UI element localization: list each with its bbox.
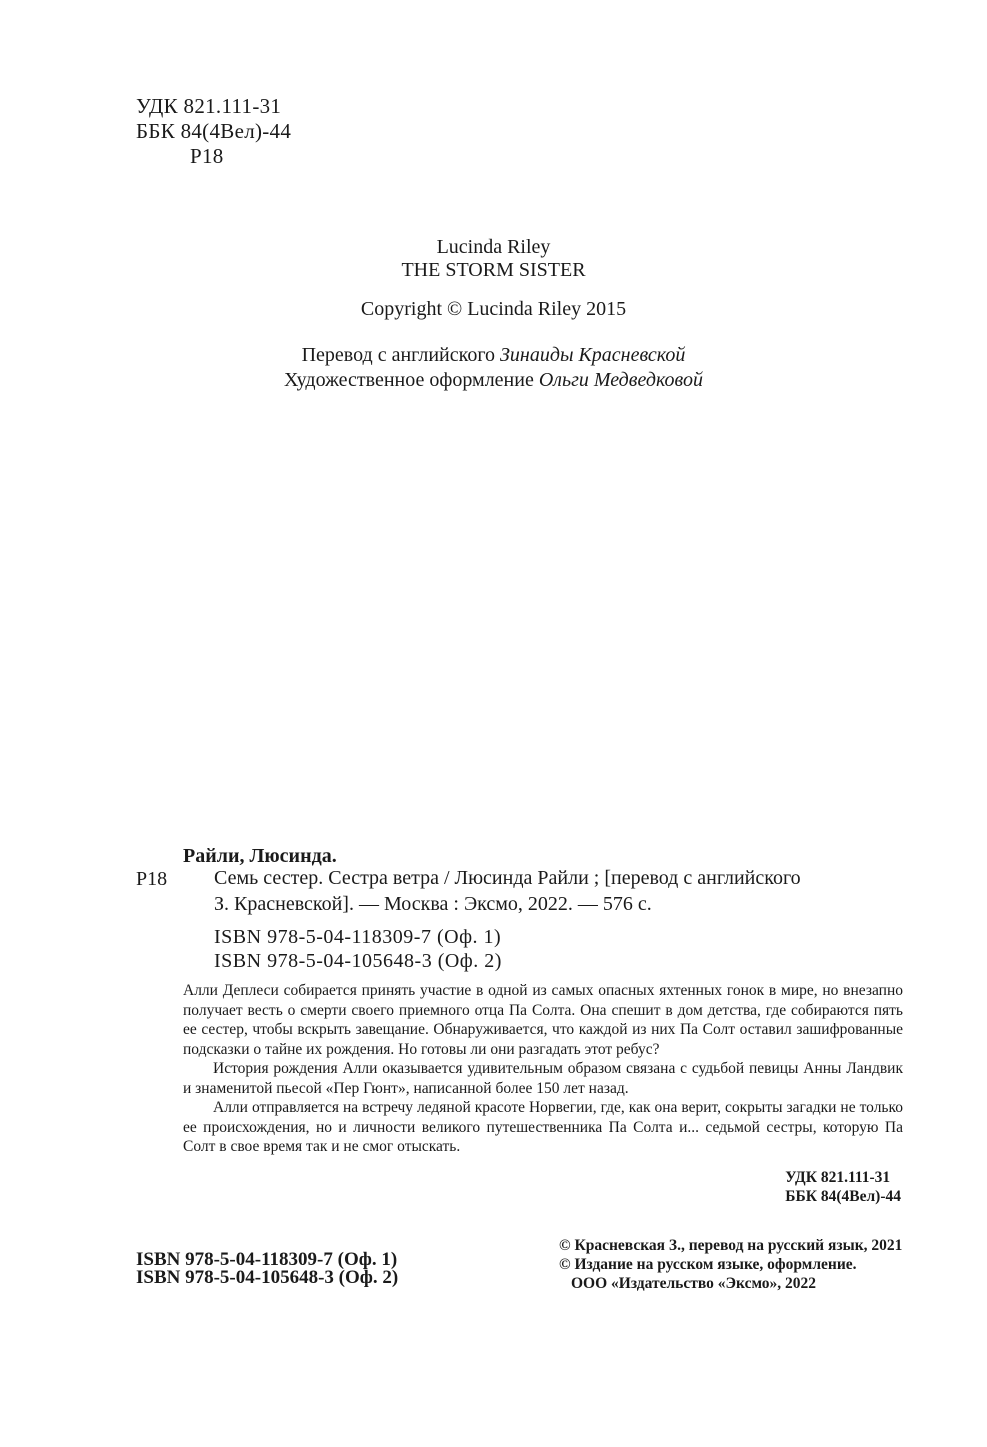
bbk-code-small: ББК 84(4Вел)-44 [785, 1188, 901, 1205]
catalog-description-line1: Семь сестер. Сестра ветра / Люсинда Райли ; [перевод с английского [214, 867, 801, 889]
original-author: Lucinda Riley [436, 236, 551, 258]
original-credits [0, 236, 987, 282]
original-title: THE STORM SISTER [401, 259, 586, 281]
classification-codes-small [785, 1168, 901, 1206]
rights-publisher: ООО «Издательство «Эксмо», 2022 [571, 1275, 817, 1292]
copyright-notice: Copyright © Lucinda Riley 2015 [360, 298, 627, 320]
catalog-isbn-2: ISBN 978-5-04-105648-3 (Оф. 2) [214, 950, 502, 972]
translator-name: Зинаиды Красневской [500, 344, 686, 366]
isbn-1: ISBN 978-5-04-118309-7 (Оф. 1) [136, 1249, 398, 1270]
udk-code: УДК 821.111-31 [136, 94, 282, 118]
rights-notice [559, 1236, 902, 1293]
classification-codes [136, 94, 291, 169]
catalog-code: Р18 [136, 868, 168, 890]
designer-name: Ольги Медведковой [538, 369, 703, 391]
translation-prefix: Перевод с английского [301, 344, 501, 366]
design-line [0, 368, 987, 393]
catalog-isbn-list [214, 925, 502, 973]
catalog-description-line2: З. Красневской]. — Москва : Эксмо, 2022. — 576 с. [214, 893, 652, 915]
book-annotation [183, 981, 903, 1157]
udk-code-small: УДК 821.111-31 [785, 1169, 891, 1186]
translation-credits [0, 343, 987, 393]
design-prefix: Художественное оформление [284, 369, 539, 391]
catalog-isbn-1: ISBN 978-5-04-118309-7 (Оф. 1) [214, 926, 502, 948]
author-mark: Р18 [190, 144, 224, 168]
annotation-paragraph-2: История рождения Алли оказывается удивительным образом связана с судьбой певицы Анны Ландвик и знаменитой пьесой «Пер Гюнт», написанной более 150 лет назад. [183, 1060, 903, 1097]
annotation-paragraph-1: Алли Деплеси собирается принять участие в одной из самых опасных яхтенных гонок в мире, но внезапно получает весть о смерти своего приемного отца Па Солта. Она спешит в дом детства, где собираются пять ее сестер, чтобы вскрыть завещание. Обнаруживается, что каждой из них Па Солт оставил зашифрованные подсказки о тайне их рождения. Но готовы ли они разгадать этот ребус? [183, 982, 903, 1058]
catalog-author-heading: Райли, Люсинда. [183, 845, 337, 867]
isbn-block [136, 1251, 398, 1287]
annotation-paragraph-3: Алли отправляется на встречу ледяной красоте Норвегии, где, как она верит, сокрыты загадки не только ее происхождения, но и личности великого путешественника Па Солта и... седьмой сестры, которую Па Солт в свое время так и не смог отыскать. [183, 1099, 903, 1155]
bbk-code: ББК 84(4Вел)-44 [136, 119, 292, 143]
rights-translation: © Красневская З., перевод на русский язык, 2021 [559, 1237, 903, 1254]
isbn-2: ISBN 978-5-04-105648-3 (Оф. 2) [136, 1267, 399, 1288]
translation-line [0, 343, 987, 368]
rights-edition: © Издание на русском языке, оформление. [559, 1256, 857, 1273]
